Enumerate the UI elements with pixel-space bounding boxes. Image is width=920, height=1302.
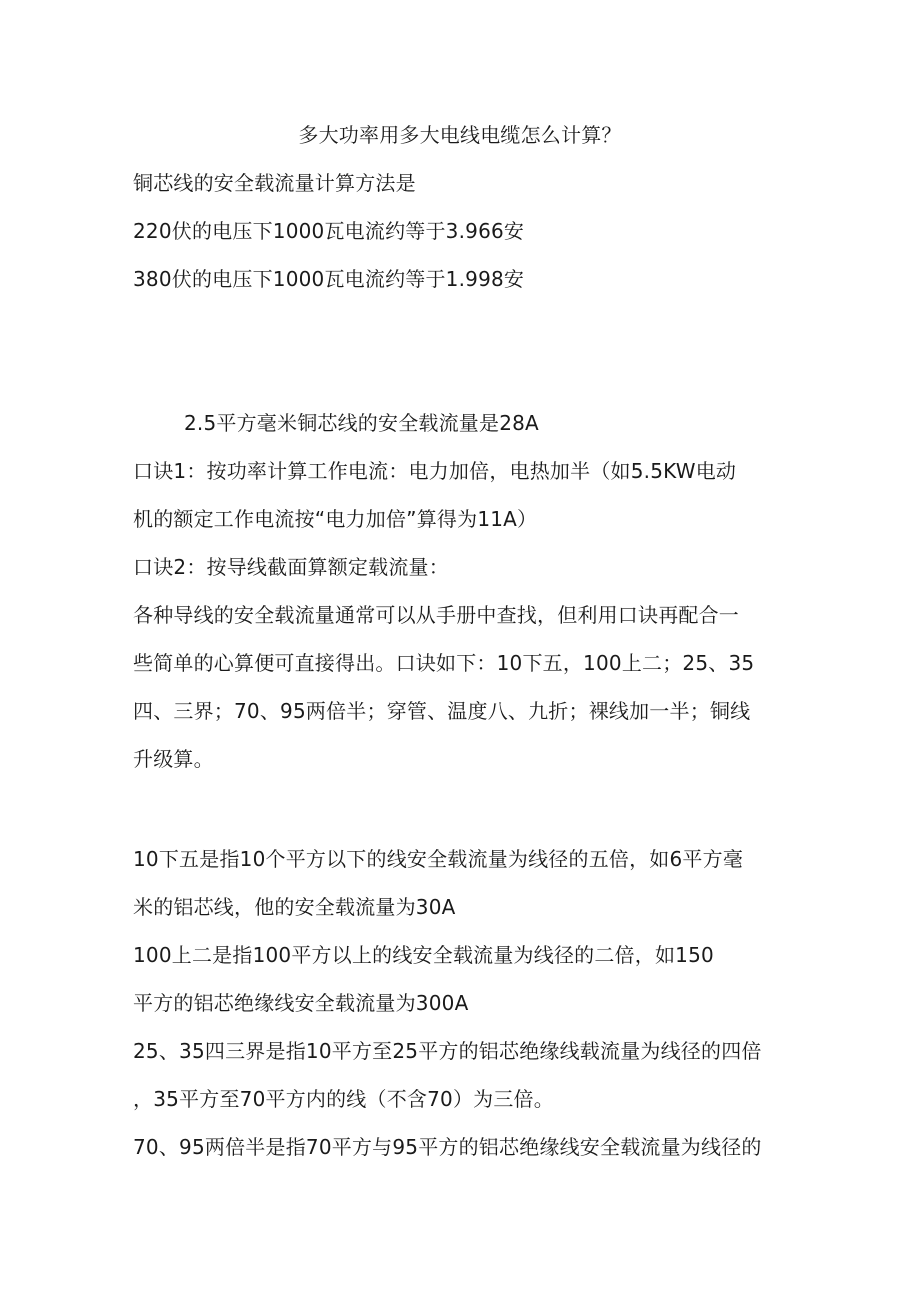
paragraph-line: 70、95两倍半是指70平方与95平方的铝芯绝缘线安全载流量为线径的 [133,1135,762,1159]
paragraph-line: 四、三界；70、95两倍半；穿管、温度八、九折；裸线加一半；铜线 [133,699,751,723]
paragraph-line: 些简单的心算便可直接得出。口诀如下：10下五，100上二；25、35 [133,651,755,675]
paragraph-line: 机的额定工作电流按“电力加倍”算得为11A） [133,507,538,531]
paragraph-line: 米的铝芯线，他的安全载流量为30A [133,895,456,919]
section-heading: 2.5平方毫米铜芯线的安全载流量是28A [184,411,539,435]
paragraph-line: 平方的铝芯绝缘线安全载流量为300A [133,991,469,1015]
intro-line-2: 220伏的电压下1000瓦电流约等于3.966安 [133,219,525,243]
page-title: 多大功率用多大电线电缆怎么计算？ [298,123,622,147]
paragraph-line: 25、35四三界是指10平方至25平方的铝芯绝缘线载流量为线径的四倍 [133,1039,762,1063]
paragraph-line: 10下五是指10个平方以下的线安全载流量为线径的五倍，如6平方毫 [133,847,744,871]
paragraph-line: 各种导线的安全载流量通常可以从手册中查找，但利用口诀再配合一 [133,603,739,627]
paragraph-line: 口诀2：按导线截面算额定载流量： [133,555,449,579]
intro-line-1: 铜芯线的安全载流量计算方法是 [133,171,416,195]
paragraph-line: ，35平方至70平方内的线（不含70）为三倍。 [133,1087,554,1111]
paragraph-line: 口诀1：按功率计算工作电流：电力加倍，电热加半（如5.5KW电动 [133,459,737,483]
paragraph-line: 升级算。 [133,747,214,771]
paragraph-line: 100上二是指100平方以上的线安全载流量为线径的二倍，如150 [133,943,714,967]
intro-line-3: 380伏的电压下1000瓦电流约等于1.998安 [133,267,525,291]
